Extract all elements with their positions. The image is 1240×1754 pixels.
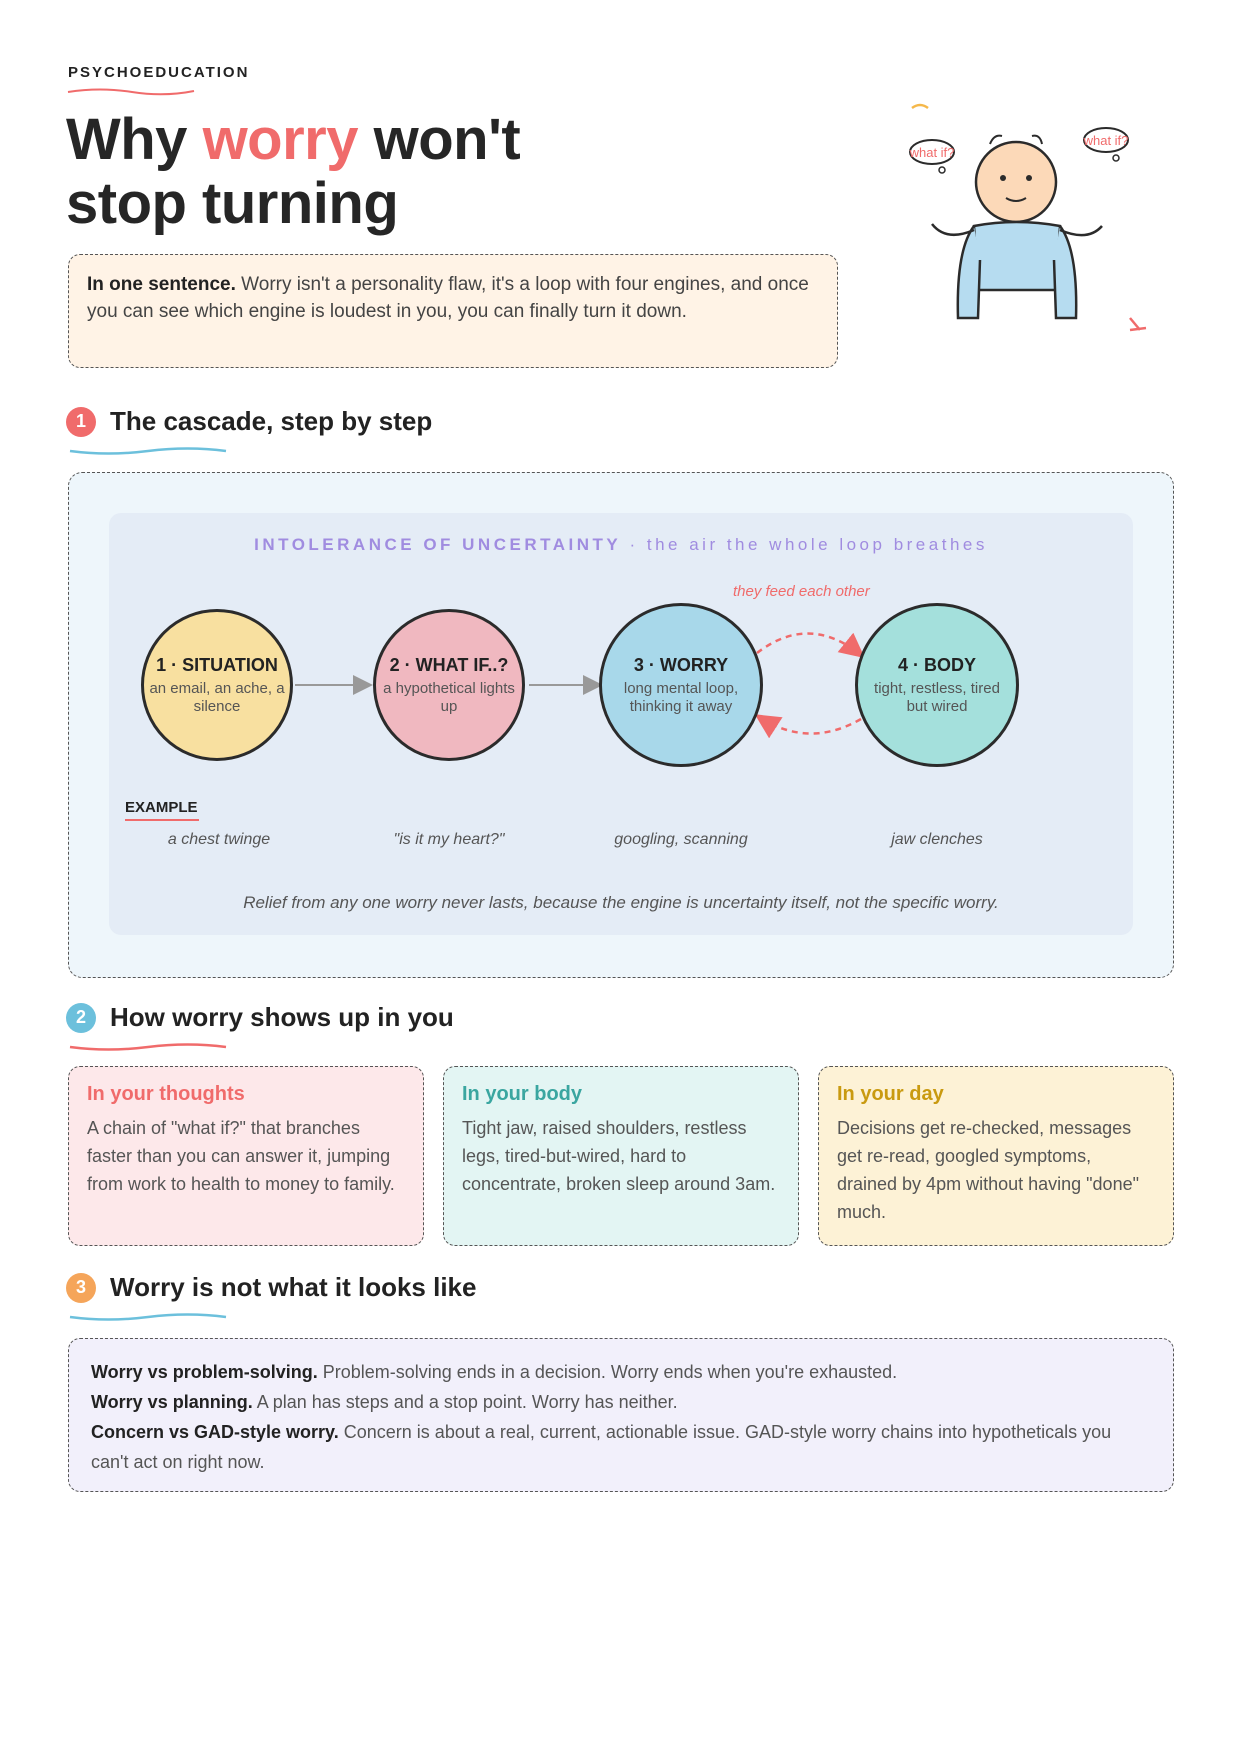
node-situation-title: 1 · SITUATION <box>156 654 278 675</box>
section-3-title: Worry is not what it looks like <box>110 1272 477 1302</box>
card-body-title: In your body <box>462 1083 582 1105</box>
summary-box <box>68 254 838 368</box>
compare-row <box>91 1417 1151 1477</box>
node-body-title: 4 · BODY <box>897 654 976 675</box>
title-line2: stop turning <box>66 171 399 236</box>
eyebrow-underline <box>66 86 196 96</box>
face-icon <box>976 142 1056 222</box>
node-situation-sub: an email, an ache, a silence <box>149 679 285 715</box>
title-part2: won't <box>373 107 521 172</box>
section-1-number: 1 <box>66 407 96 437</box>
node-worry-sub: long mental loop, thinking it away <box>623 679 739 715</box>
banner-rest: the air the whole loop breathes <box>646 535 988 554</box>
example-situation: a chest twinge <box>167 831 271 848</box>
section-3-heading <box>66 1272 476 1303</box>
summary-lead: In one sentence. <box>87 274 236 295</box>
section-1-title: The cascade, step by step <box>110 406 433 436</box>
section-2-title: How worry shows up in you <box>110 1002 454 1032</box>
example-underline <box>125 819 199 821</box>
section-2-heading <box>66 1002 454 1033</box>
compare-lead: Concern vs GAD-style worry. <box>91 1422 339 1442</box>
node-what-if-title: 2 · WHAT IF..? <box>389 654 509 675</box>
card-day-body: Decisions get re-checked, messages get re-read, googled symptoms, drained by 4pm without having "done" much. <box>837 1118 1139 1222</box>
feed-label: they feed each other <box>733 583 870 600</box>
section-1-heading <box>66 406 432 437</box>
summary-text: Worry isn't a personality flaw, it's a loop with four engines, and once you can see which engine is loudest in you, you can finally turn it down. <box>87 274 809 322</box>
example-worry: googling, scanning <box>614 831 748 848</box>
shirt-icon <box>974 222 1060 290</box>
node-what-if-sub: a hypothetical lights up <box>383 679 515 715</box>
feed-arrow-forward <box>757 633 861 655</box>
card-body-body: Tight jaw, raised shoulders, restless legs, tired-but-wired, hard to concentrate, broken sleep around 3am. <box>462 1118 776 1194</box>
section-3-underline <box>68 1312 228 1322</box>
card-thoughts-title: In your thoughts <box>87 1083 245 1105</box>
node-worry <box>599 603 763 767</box>
compare-lead: Worry vs planning. <box>91 1392 253 1412</box>
title-accent: worry <box>202 107 359 172</box>
example-what-if: "is it my heart?" <box>393 831 505 848</box>
thought-bubble-right-text: what if? <box>1083 133 1129 148</box>
card-thoughts <box>68 1066 424 1246</box>
thought-bubble-left-text: what if? <box>909 145 955 160</box>
compare-lead: Worry vs problem-solving. <box>91 1362 318 1382</box>
worried-person-illustration <box>890 100 1170 340</box>
banner-separator: · <box>629 535 639 554</box>
compare-row <box>91 1357 1151 1387</box>
page-title <box>66 108 520 236</box>
node-body <box>855 603 1019 767</box>
card-body <box>443 1066 799 1246</box>
relief-note: Relief from any one worry never lasts, because the engine is uncertainty itself, not the specific worry. <box>243 893 999 912</box>
example-body: jaw clenches <box>891 831 983 848</box>
section-2-number: 2 <box>66 1003 96 1033</box>
compare-row <box>91 1387 1151 1417</box>
feed-arrow-back <box>759 717 861 734</box>
compare-text: A plan has steps and a stop point. Worry has neither. <box>256 1392 678 1412</box>
title-part1: Why <box>66 107 187 172</box>
symptom-cards <box>68 1066 1174 1246</box>
eyebrow-label: PSYCHOEDUCATION <box>68 64 250 81</box>
cascade-panel <box>68 472 1174 978</box>
node-situation <box>141 609 293 761</box>
section-3-number: 3 <box>66 1273 96 1303</box>
spark-icon <box>1130 318 1146 330</box>
section-2-underline <box>68 1042 228 1052</box>
banner-caps: INTOLERANCE OF UNCERTAINTY <box>254 535 622 554</box>
compare-text: Concern is about a real, current, actionable issue. GAD-style worry chains into hypotheticals you can't act on right now. <box>91 1422 1112 1472</box>
card-day-title: In your day <box>837 1083 944 1105</box>
node-worry-title: 3 · WORRY <box>633 654 729 675</box>
comparison-box <box>68 1338 1174 1492</box>
example-label: EXAMPLE <box>125 799 198 816</box>
node-body-sub: tight, restless, tired but wired <box>874 679 1000 715</box>
cascade-inner <box>109 513 1133 935</box>
spark-icon <box>912 105 928 108</box>
card-thoughts-body: A chain of "what if?" that branches faster than you can answer it, jumping from work to health to money to family. <box>87 1118 395 1194</box>
section-1-underline <box>68 446 228 456</box>
compare-text: Problem-solving ends in a decision. Worry ends when you're exhausted. <box>322 1362 898 1382</box>
node-what-if <box>373 609 525 761</box>
card-day <box>818 1066 1174 1246</box>
